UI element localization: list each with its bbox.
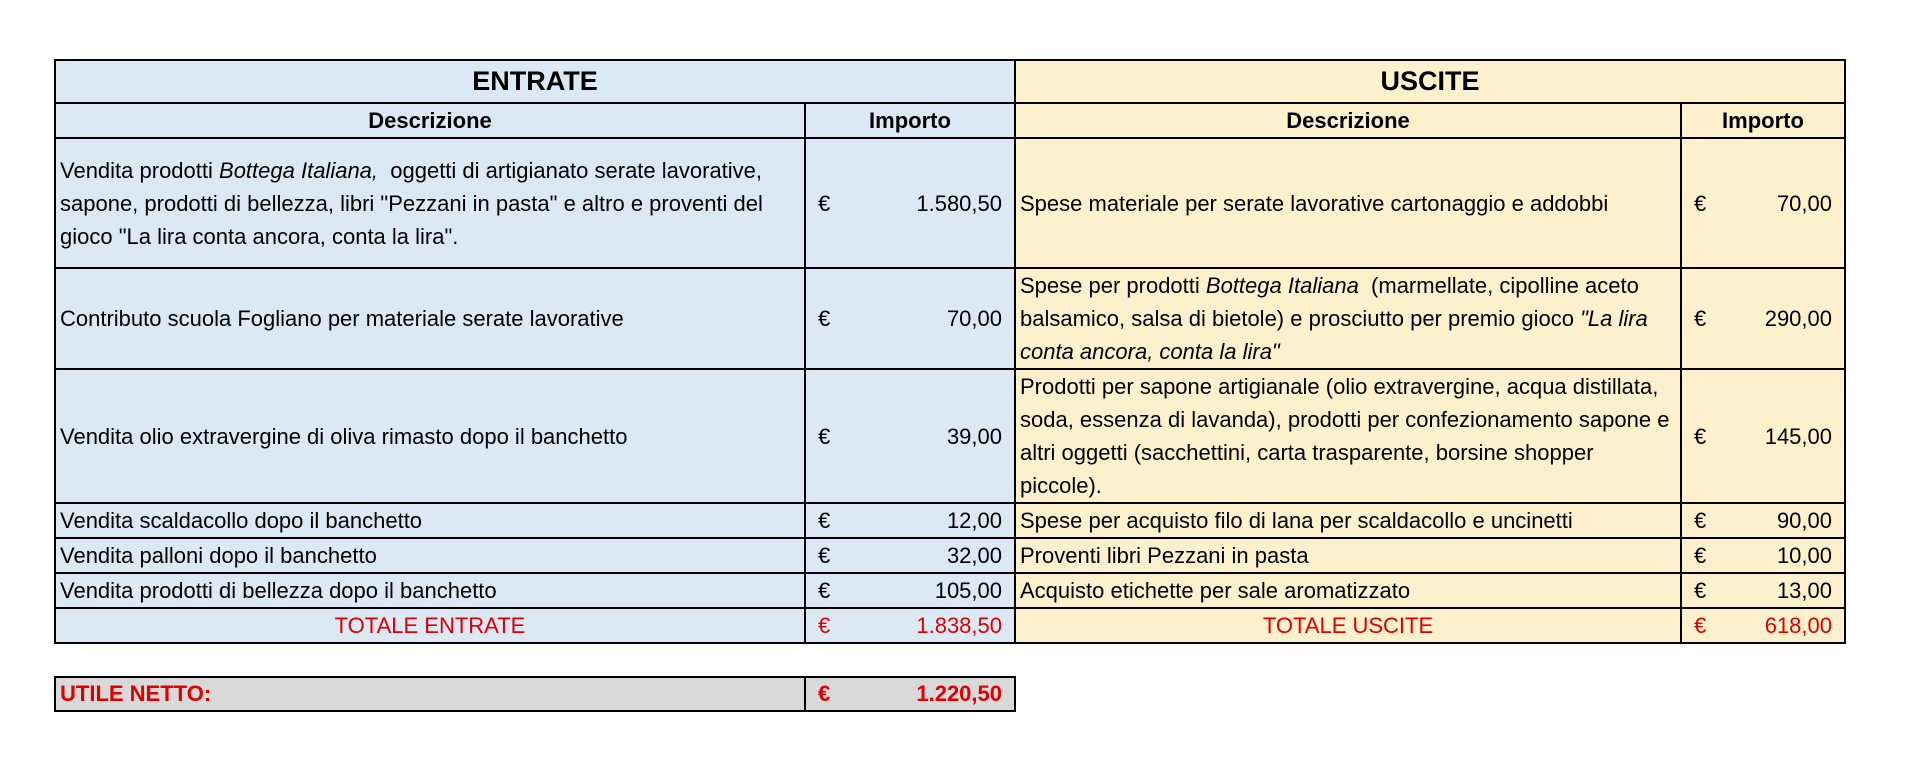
uscita-amount: € 70,00 bbox=[1681, 138, 1845, 268]
total-entrate-amount: € 1.838,50 bbox=[805, 608, 1015, 643]
net-profit-table bbox=[54, 676, 1016, 712]
entrata-amount: € 12,00 bbox=[805, 503, 1015, 538]
entrata-description: Vendita palloni dopo il banchetto bbox=[55, 538, 805, 573]
table-row bbox=[55, 268, 1845, 369]
euro-sign: € bbox=[818, 423, 831, 449]
uscita-amount: € 90,00 bbox=[1681, 503, 1845, 538]
uscita-description: Prodotti per sapone artigianale (olio extravergine, acqua distillata, soda, essenza di lavanda), prodotti per confezionamento sapone e altri oggetti (sacchettini, carta trasparente, borsine shopper piccole). bbox=[1015, 369, 1681, 503]
uscita-amount: € 10,00 bbox=[1681, 538, 1845, 573]
euro-sign: € bbox=[818, 613, 831, 638]
total-uscite-label: TOTALE USCITE bbox=[1015, 608, 1681, 643]
table-row bbox=[55, 138, 1845, 268]
uscita-description: Spese materiale per serate lavorative cartonaggio e addobbi bbox=[1015, 138, 1681, 268]
entrata-amount: € 70,00 bbox=[805, 268, 1015, 369]
uscita-amount: € 290,00 bbox=[1681, 268, 1845, 369]
uscite-amount-header: Importo bbox=[1681, 103, 1845, 138]
euro-sign: € bbox=[818, 190, 831, 216]
euro-sign: € bbox=[1694, 613, 1707, 638]
uscita-description: Acquisto etichette per sale aromatizzato bbox=[1015, 573, 1681, 608]
euro-sign: € bbox=[818, 578, 831, 603]
table-row bbox=[55, 538, 1845, 573]
euro-sign: € bbox=[1694, 508, 1707, 533]
euro-sign: € bbox=[1694, 306, 1707, 331]
euro-sign: € bbox=[818, 508, 831, 533]
totals-row bbox=[55, 608, 1845, 643]
budget-table bbox=[54, 59, 1846, 644]
table-row bbox=[55, 573, 1845, 608]
entrate-header: ENTRATE bbox=[55, 60, 1015, 103]
euro-sign: € bbox=[818, 543, 831, 568]
entrate-amount-header: Importo bbox=[805, 103, 1015, 138]
uscita-amount: € 145,00 bbox=[1681, 369, 1845, 503]
euro-sign: € bbox=[1694, 543, 1707, 568]
entrata-amount: € 1.580,50 bbox=[805, 138, 1015, 268]
uscite-desc-header: Descrizione bbox=[1015, 103, 1681, 138]
entrata-description: Contributo scuola Fogliano per materiale serate lavorative bbox=[55, 268, 805, 369]
table-row bbox=[55, 369, 1845, 503]
entrata-amount: € 32,00 bbox=[805, 538, 1015, 573]
entrata-amount: € 39,00 bbox=[805, 369, 1015, 503]
uscita-description: Spese per acquisto filo di lana per scaldacollo e uncinetti bbox=[1015, 503, 1681, 538]
euro-sign: € bbox=[818, 681, 831, 706]
euro-sign: € bbox=[1694, 190, 1707, 216]
net-profit-label: UTILE NETTO: bbox=[55, 677, 805, 711]
euro-sign: € bbox=[818, 306, 831, 331]
entrata-amount: € 105,00 bbox=[805, 573, 1015, 608]
entrata-description: Vendita olio extravergine di oliva rimasto dopo il banchetto bbox=[55, 369, 805, 503]
euro-sign: € bbox=[1694, 423, 1707, 449]
uscite-header: USCITE bbox=[1015, 60, 1845, 103]
uscita-description: Spese per prodotti Bottega Italiana (marmellate, cipolline aceto balsamico, salsa di bietole) e prosciutto per premio gioco "La lira conta ancora, conta la lira" bbox=[1015, 268, 1681, 369]
uscita-amount: € 13,00 bbox=[1681, 573, 1845, 608]
entrata-description: Vendita prodotti di bellezza dopo il banchetto bbox=[55, 573, 805, 608]
entrata-description: Vendita prodotti Bottega Italiana, oggetti di artigianato serate lavorative, sapone, prodotti di bellezza, libri "Pezzani in pasta" e altro e proventi del gioco "La lira conta ancora, conta la lira". bbox=[55, 138, 805, 268]
euro-sign: € bbox=[1694, 578, 1707, 603]
entrata-description: Vendita scaldacollo dopo il banchetto bbox=[55, 503, 805, 538]
total-entrate-label: TOTALE ENTRATE bbox=[55, 608, 805, 643]
net-profit-amount: € 1.220,50 bbox=[805, 677, 1015, 711]
uscita-description: Proventi libri Pezzani in pasta bbox=[1015, 538, 1681, 573]
entrate-desc-header: Descrizione bbox=[55, 103, 805, 138]
total-uscite-amount: € 618,00 bbox=[1681, 608, 1845, 643]
table-row bbox=[55, 503, 1845, 538]
